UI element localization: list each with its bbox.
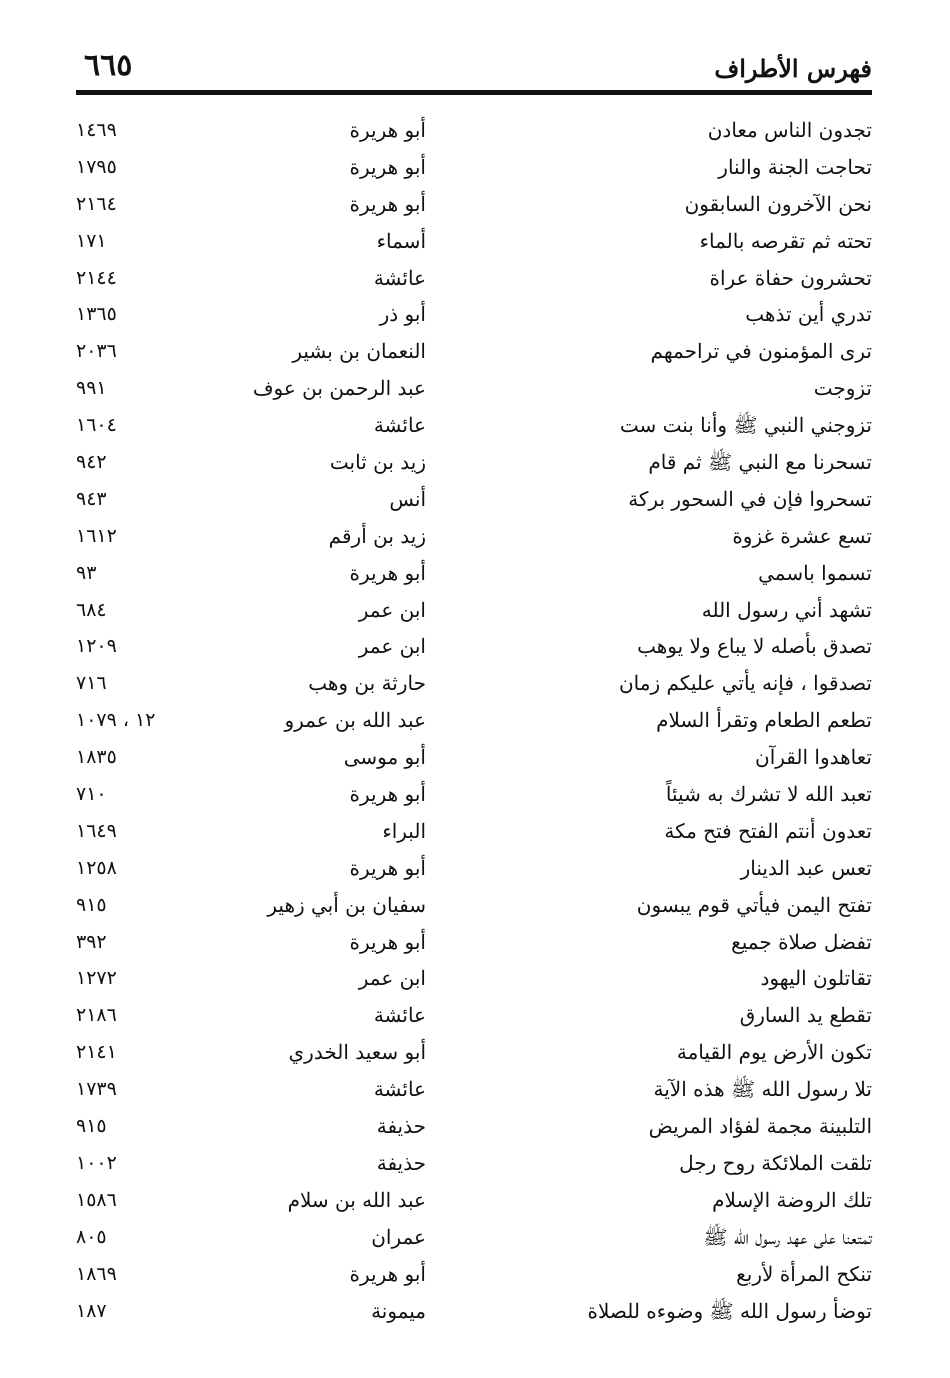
hadith-number: ١٦٠٤	[76, 414, 117, 437]
hadith-opening: توضأ رسول الله ﷺ وضوءه للصلاة	[587, 1298, 872, 1323]
narrator-name: عائشة	[373, 265, 426, 290]
hadith-opening: تعاهدوا القرآن	[755, 745, 872, 770]
page-number: ٦٦٥	[84, 48, 133, 83]
narrator-name: ابن عمر	[358, 634, 426, 659]
hadith-number: ١٢ ، ١٠٧٩	[76, 709, 156, 732]
hadith-opening: التلبينة مجمة لفؤاد المريض	[648, 1114, 872, 1139]
hadith-opening: تزوجت	[813, 376, 872, 401]
index-entry	[76, 370, 872, 407]
narrator-name: أبو ذر	[379, 302, 426, 327]
narrator-name: أبو هريرة	[349, 560, 426, 585]
narrator-name: عبد الله بن عمرو	[284, 708, 426, 733]
hadith-number: ٩١٥	[76, 893, 107, 916]
index-entry	[76, 223, 872, 260]
narrator-name: أبو هريرة	[349, 929, 426, 954]
hadith-number: ١٠٠٢	[76, 1151, 117, 1174]
page-header	[76, 44, 872, 92]
narrator-name: النعمان بن بشير	[292, 339, 426, 364]
hadith-number: ٩٤٢	[76, 451, 107, 474]
index-entry	[76, 407, 872, 444]
hadith-number: ١٨٦٩	[76, 1262, 117, 1285]
hadith-number: ١٢٠٩	[76, 635, 117, 658]
index-entry	[76, 1182, 872, 1219]
hadith-number: ٣٩٢	[76, 930, 107, 953]
narrator-name: أبو هريرة	[349, 1261, 426, 1286]
hadith-number: ١٧٣٩	[76, 1078, 117, 1101]
index-entry	[76, 665, 872, 702]
narrator-name: سفيان بن أبي زهير	[267, 892, 426, 917]
hadith-opening: تكون الأرض يوم القيامة	[676, 1040, 872, 1065]
running-title: فهرس الأطراف	[714, 54, 872, 83]
hadith-opening: تجدون الناس معادن	[707, 118, 872, 142]
hadith-index-list	[76, 112, 872, 1329]
narrator-name: زيد بن أرقم	[328, 523, 426, 548]
index-entry	[76, 739, 872, 776]
narrator-name: حارثة بن وهب	[308, 671, 426, 696]
hadith-number: ٩١٥	[76, 1115, 107, 1138]
index-entry	[76, 1293, 872, 1330]
index-entry	[76, 1108, 872, 1145]
narrator-name: أنس	[389, 486, 426, 511]
hadith-opening: تعس عبد الدينار	[740, 855, 872, 880]
hadith-opening: تلا رسول الله ﷺ هذه الآية	[653, 1077, 872, 1102]
hadith-opening: تعبد الله لا تشرك به شيئاً	[665, 782, 872, 807]
index-entry	[76, 333, 872, 370]
index-entry	[76, 1034, 872, 1071]
index-entry	[76, 481, 872, 518]
hadith-number: ٩٣	[76, 561, 97, 584]
narrator-name: أبو سعيد الخدري	[288, 1040, 426, 1065]
narrator-name: أسماء	[376, 228, 426, 253]
index-entry	[76, 776, 872, 813]
hadith-number: ١٢٥٨	[76, 856, 117, 879]
index-entry	[76, 260, 872, 297]
index-entry	[76, 149, 872, 186]
narrator-name: عائشة	[373, 1003, 426, 1028]
index-entry	[76, 296, 872, 333]
hadith-opening: تفضل صلاة جميع	[731, 929, 872, 954]
hadith-number: ١٨٧	[76, 1299, 107, 1322]
hadith-opening: تزوجني النبي ﷺ وأنا بنت ست	[619, 413, 872, 438]
hadith-number: ١٧٩٥	[76, 155, 117, 178]
index-entry	[76, 1071, 872, 1108]
hadith-opening: تقاتلون اليهود	[760, 966, 872, 991]
narrator-name: أبو موسى	[343, 745, 426, 770]
hadith-opening: تحاجت الجنة والنار	[718, 154, 872, 179]
hadith-opening: تسموا باسمي	[758, 560, 872, 585]
hadith-number: ٩٤٣	[76, 487, 107, 510]
hadith-number: ١٨٣٥	[76, 746, 117, 769]
narrator-name: حذيفة	[376, 1114, 426, 1139]
index-entry	[76, 702, 872, 739]
hadith-number: ٧١٠	[76, 783, 107, 806]
hadith-opening: تصدقوا ، فإنه يأتي عليكم زمان	[618, 671, 872, 696]
header-rule	[76, 90, 872, 95]
index-entry	[76, 997, 872, 1034]
hadith-opening: تلك الروضة الإسلام	[712, 1187, 872, 1212]
hadith-opening: تشهد أني رسول الله	[701, 597, 872, 622]
hadith-number: ١٦٤٩	[76, 819, 117, 842]
index-entry	[76, 444, 872, 481]
hadith-number: ١٤٦٩	[76, 119, 117, 141]
hadith-number: ٢٠٣٦	[76, 340, 117, 363]
hadith-number: ٩٩١	[76, 377, 107, 400]
hadith-opening: نحن الآخرون السابقون	[684, 191, 872, 216]
index-entry	[76, 887, 872, 924]
index-entry	[76, 555, 872, 592]
hadith-number: ١٦١٢	[76, 524, 117, 547]
hadith-number: ٧١٦	[76, 672, 107, 695]
index-entry	[76, 813, 872, 850]
index-entry	[76, 1219, 872, 1256]
hadith-number: ٨٠٥	[76, 1225, 107, 1248]
hadith-number: ٢١٦٤	[76, 192, 117, 215]
narrator-name: عائشة	[373, 413, 426, 438]
hadith-opening: تفتح اليمن فيأتي قوم يبسون	[636, 892, 872, 917]
narrator-name: عبد الله بن سلام	[287, 1187, 426, 1212]
narrator-name: أبو هريرة	[349, 855, 426, 880]
hadith-number: ٦٨٤	[76, 598, 107, 621]
narrator-name: ابن عمر	[358, 966, 426, 991]
hadith-opening: تقطع يد السارق	[739, 1003, 872, 1028]
index-entry	[76, 186, 872, 223]
hadith-opening: تحشرون حفاة عراة	[709, 265, 872, 290]
index-entry	[76, 850, 872, 887]
narrator-name: البراء	[382, 818, 426, 843]
index-entry	[76, 628, 872, 665]
hadith-number: ١٣٦٥	[76, 303, 117, 326]
narrator-name: حذيفة	[376, 1150, 426, 1175]
hadith-opening: تطعم الطعام وتقرأ السلام	[656, 708, 872, 733]
narrator-name: أبو هريرة	[349, 118, 426, 142]
narrator-name: عبد الرحمن بن عوف	[252, 376, 426, 401]
index-entry	[76, 960, 872, 997]
narrator-name: أبو هريرة	[349, 191, 426, 216]
hadith-opening: تسع عشرة غزوة	[732, 523, 872, 548]
index-entry	[76, 592, 872, 629]
index-entry	[76, 518, 872, 555]
narrator-name: أبو هريرة	[349, 782, 426, 807]
hadith-number: ١٧١	[76, 229, 107, 252]
index-entry	[76, 924, 872, 961]
narrator-name: زيد بن ثابت	[329, 450, 426, 475]
hadith-opening: تعدون أنتم الفتح فتح مكة	[664, 818, 872, 843]
hadith-opening: تلقت الملائكة روح رجل	[679, 1150, 872, 1175]
index-entry	[76, 1145, 872, 1182]
narrator-name: عائشة	[373, 1077, 426, 1102]
hadith-number: ٢١٤٤	[76, 266, 117, 289]
hadith-number: ٢١٨٦	[76, 1004, 117, 1027]
index-entry	[76, 1256, 872, 1293]
narrator-name: ابن عمر	[358, 597, 426, 622]
hadith-opening: تنكح المرأة لأربع	[736, 1261, 872, 1286]
hadith-number: ٢١٤١	[76, 1041, 117, 1064]
hadith-opening: تحته ثم تقرصه بالماء	[699, 228, 872, 253]
hadith-opening: تسحروا فإن في السحور بركة	[628, 486, 872, 511]
hadith-number: ١٢٧٢	[76, 967, 117, 990]
hadith-opening: تصدق بأصله لا يباع ولا يوهب	[637, 634, 872, 659]
narrator-name: عمران	[371, 1224, 426, 1249]
hadith-opening: ترى المؤمنون في تراحمهم	[650, 339, 872, 364]
hadith-opening: تدري أين تذهب	[745, 302, 872, 327]
hadith-opening: تسحرنا مع النبي ﷺ ثم قام	[648, 450, 872, 475]
narrator-name: ميمونة	[371, 1298, 426, 1323]
hadith-number: ١٥٨٦	[76, 1188, 117, 1211]
hadith-opening: تمتعنا على عهد رسول الله ﷺ	[703, 1224, 872, 1249]
index-entry	[76, 112, 872, 149]
narrator-name: أبو هريرة	[349, 154, 426, 179]
